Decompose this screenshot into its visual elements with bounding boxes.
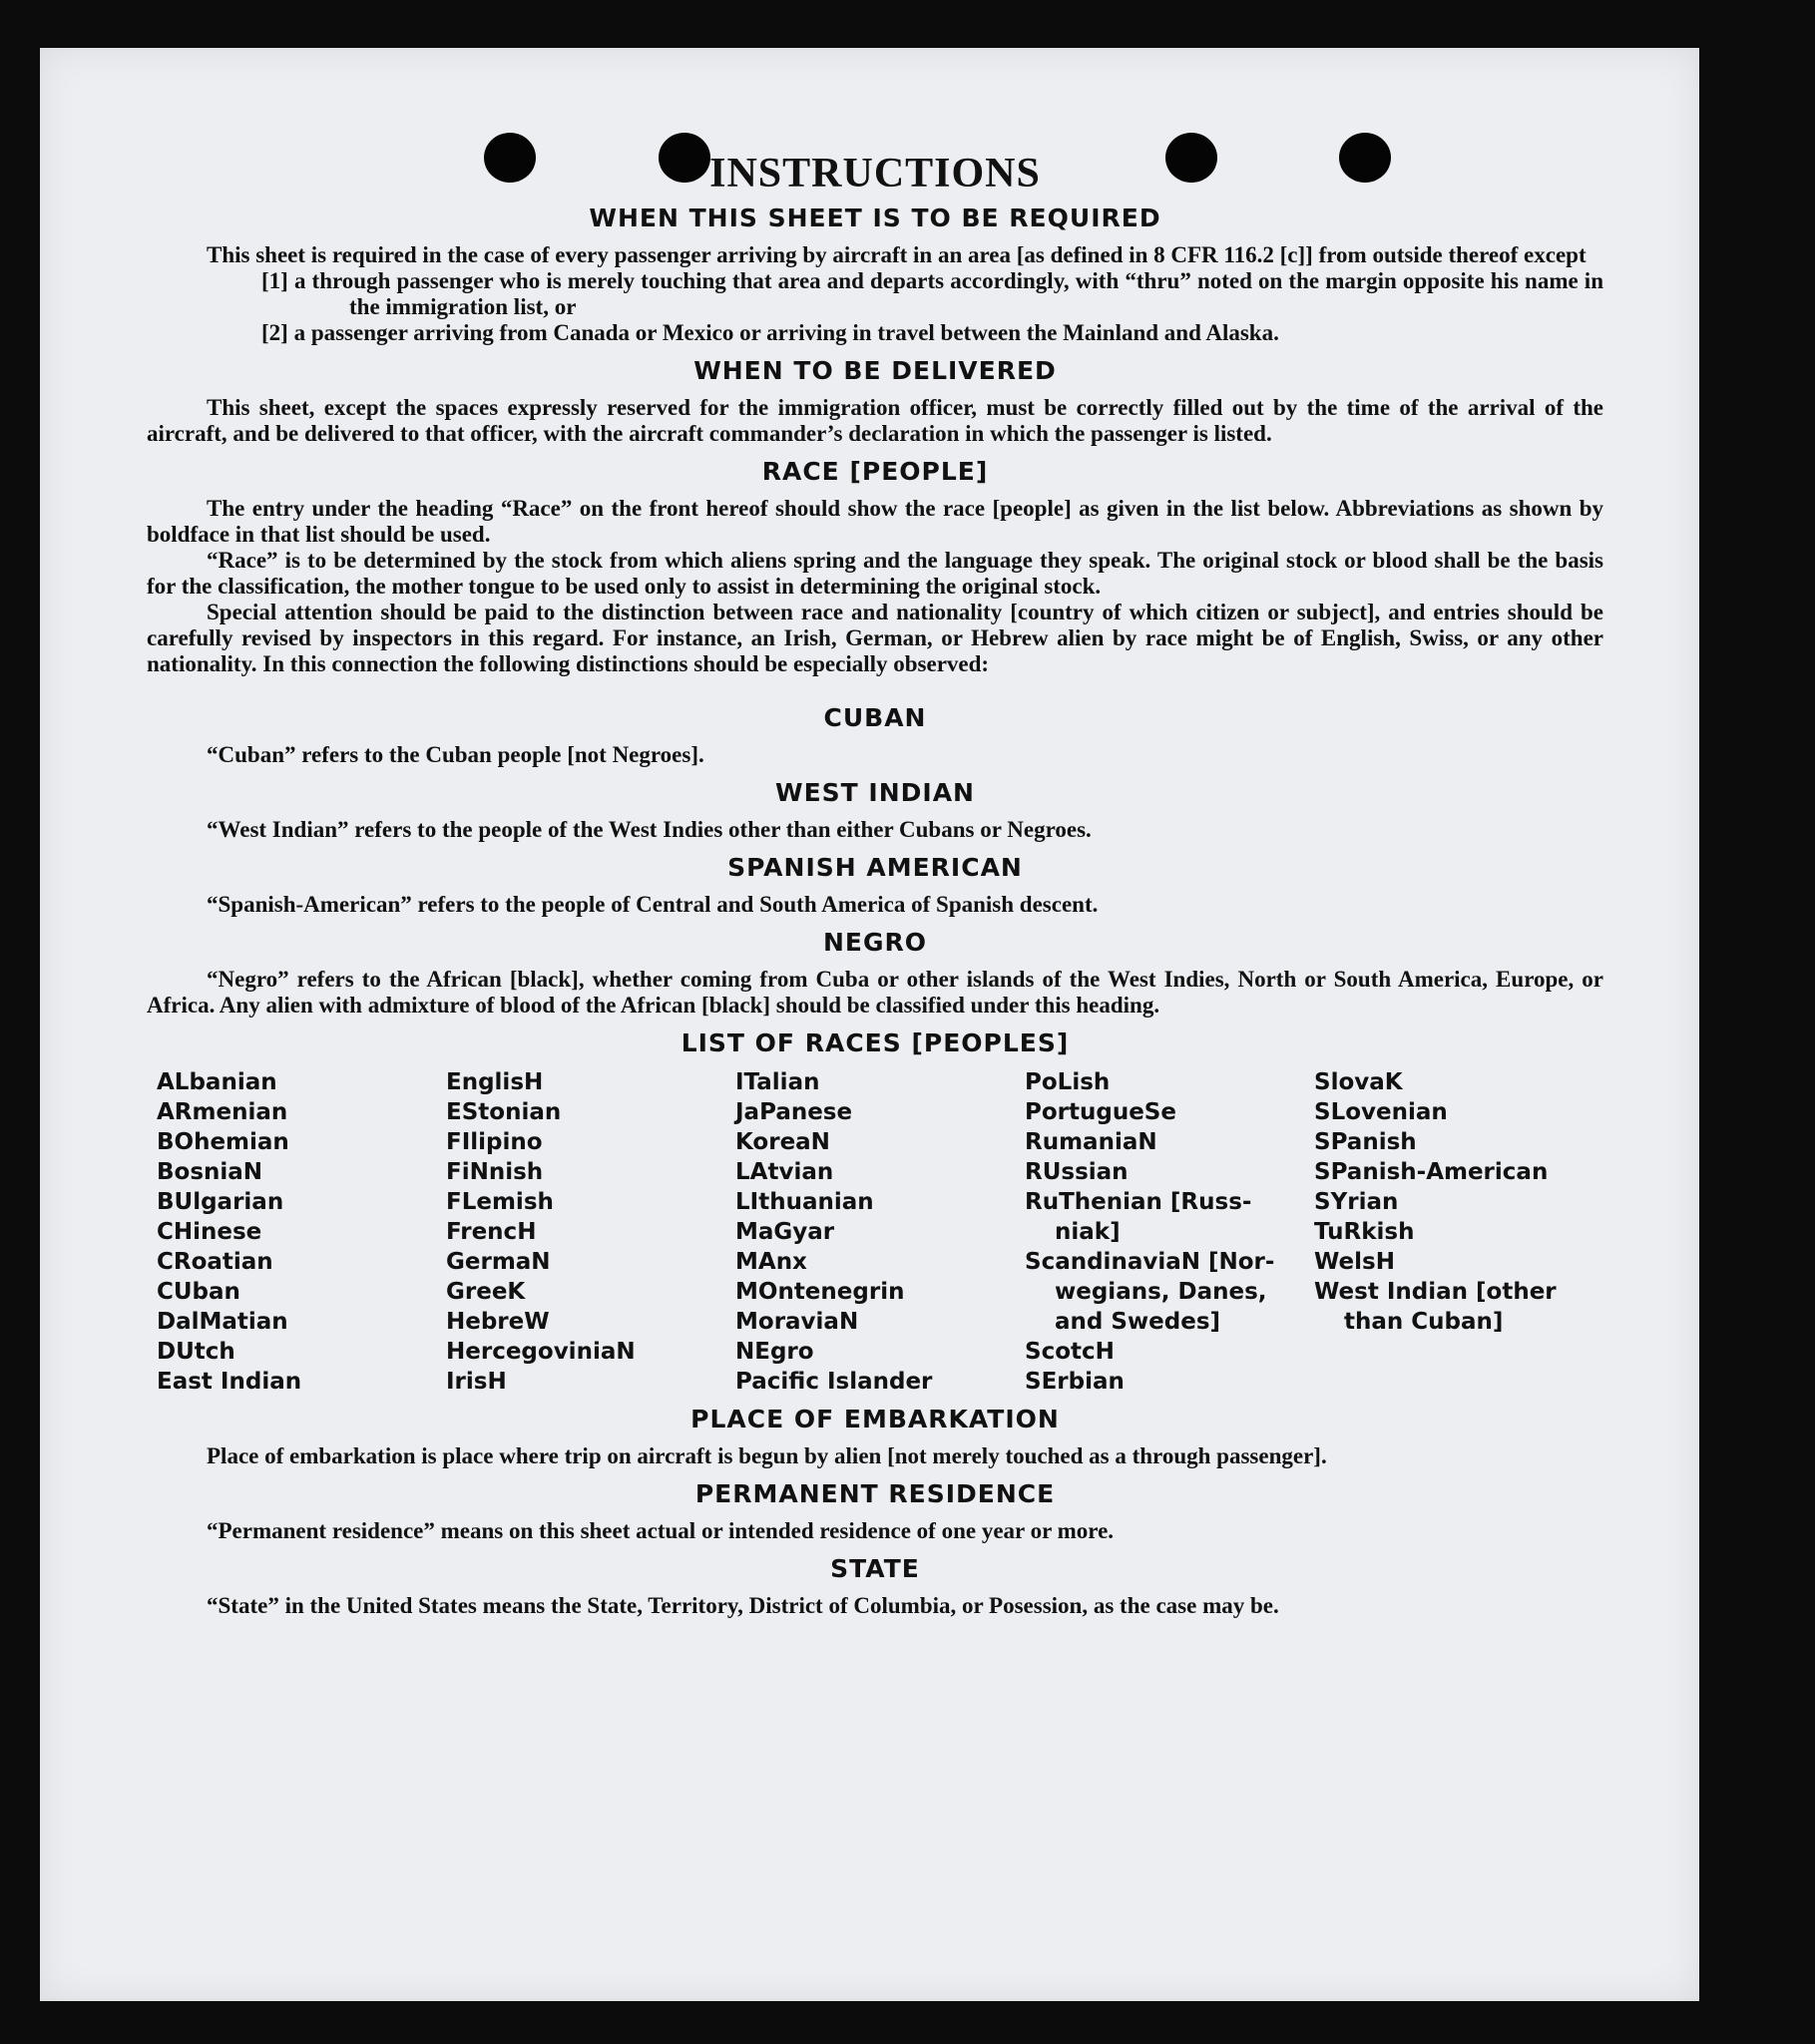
race-item: IrisH: [446, 1369, 507, 1395]
section-when-delivered: [147, 395, 1603, 447]
race-item: RuThenian [Russ-: [1025, 1189, 1252, 1215]
section-cuban: [147, 742, 1603, 768]
list-item: [2] a passenger arriving from Canada or Mexico or arriving in travel between the Mainland and Alaska.: [261, 320, 1279, 345]
page-title: INSTRUCTIONS: [709, 151, 1041, 197]
race-item: TuRkish: [1314, 1219, 1415, 1245]
race-list: [157, 1067, 1603, 1397]
race-item: RumaniaN: [1025, 1129, 1157, 1155]
race-item: West Indian [other: [1314, 1279, 1557, 1305]
race-item: DUtch: [157, 1339, 235, 1365]
race-item: JaPanese: [735, 1099, 853, 1125]
race-item: Pacific Islander: [735, 1369, 933, 1395]
race-item: BosniaN: [157, 1159, 263, 1185]
race-item: EnglisH: [446, 1069, 544, 1095]
race-item: SYrian: [1314, 1189, 1399, 1215]
paragraph: Place of embarkation is place where trip on aircraft is begun by alien [not merely touched as a through passenger].: [207, 1443, 1327, 1468]
race-item: KoreaN: [735, 1129, 830, 1155]
race-item: CUban: [157, 1279, 240, 1305]
race-item: BOhemian: [157, 1129, 289, 1155]
race-item: MaGyar: [735, 1219, 835, 1245]
race-item: WelsH: [1314, 1249, 1395, 1275]
race-item: ITalian: [735, 1069, 820, 1095]
race-item: HebreW: [446, 1309, 550, 1335]
race-column: [1025, 1067, 1314, 1397]
race-item: ScandinaviaN [Nor-: [1025, 1249, 1275, 1275]
race-item: PortugueSe: [1025, 1099, 1176, 1125]
race-item: East Indian: [157, 1369, 302, 1395]
heading-race: RACE [PEOPLE]: [761, 457, 989, 486]
section-embarkation: [147, 1443, 1603, 1469]
race-column: [735, 1067, 1025, 1397]
race-item: FIlipino: [446, 1129, 543, 1155]
list-item: [1] a through passenger who is merely touching that area and departs accordingly, with “thru” noted on the margin opposite his name in the immigration list, or: [261, 268, 1603, 319]
race-item: CHinese: [157, 1219, 262, 1245]
race-item: ScotcH: [1025, 1339, 1115, 1365]
race-item: EStonian: [446, 1099, 562, 1125]
race-item: PoLish: [1025, 1069, 1111, 1095]
race-item: BUlgarian: [157, 1189, 284, 1215]
race-item: CRoatian: [157, 1249, 273, 1275]
race-item: SPanish: [1314, 1129, 1417, 1155]
race-item: SPanish-American: [1314, 1159, 1549, 1185]
race-item: DalMatian: [157, 1309, 288, 1335]
race-item: GermaN: [446, 1249, 551, 1275]
race-item: FLemish: [446, 1189, 554, 1215]
heading-spanish-american: SPANISH AMERICAN: [727, 853, 1023, 882]
race-item: LAtvian: [735, 1159, 834, 1185]
race-item: MoraviaN: [735, 1309, 859, 1335]
heading-negro: NEGRO: [822, 928, 928, 957]
section-when-required: [147, 242, 1603, 346]
section-spanish-american: [147, 892, 1603, 918]
heading-when-required: WHEN THIS SHEET IS TO BE REQUIRED: [589, 204, 1161, 232]
paragraph: “Negro” refers to the African [black], whether coming from Cuba or other islands of the West Indies, North or South America, Europe, or Africa. Any alien with admixture of blood of the African [black] should be classified under this heading.: [147, 967, 1603, 1018]
race-item: ARmenian: [157, 1099, 288, 1125]
race-item: SLovenian: [1314, 1099, 1448, 1125]
race-item: NEgro: [735, 1339, 814, 1365]
paragraph: Special attention should be paid to the distinction between race and nationality [country of which citizen or subject], and entries should be carefully revised by inspectors in this regard. For instance, an Irish, German, or Hebrew alien by race might be of English, Swiss, or any other nationality. In this connection the following distinctions should be especially observed:: [147, 600, 1603, 676]
heading-state: STATE: [830, 1554, 920, 1583]
heading-embarkation: PLACE OF EMBARKATION: [690, 1405, 1060, 1433]
paragraph: “Spanish-American” refers to the people of Central and South America of Spanish descent.: [207, 892, 1099, 917]
section-permanent-residence: [147, 1518, 1603, 1544]
race-item: SlovaK: [1314, 1069, 1403, 1095]
race-item-continuation: wegians, Danes,: [1055, 1279, 1267, 1305]
paragraph: “Cuban” refers to the Cuban people [not Negroes].: [207, 742, 704, 767]
section-state: [147, 1593, 1603, 1619]
race-column: [1314, 1067, 1603, 1397]
paragraph: “Permanent residence” means on this sheet actual or intended residence of one year or more.: [207, 1518, 1115, 1543]
heading-list-of-races: LIST OF RACES [PEOPLES]: [681, 1028, 1070, 1057]
paragraph: This sheet, except the spaces expressly reserved for the immigration officer, must be correctly filled out by the time of the arrival of the aircraft, and be delivered to that officer, with the aircraft commander’s declaration in which the passenger is listed.: [147, 395, 1603, 446]
section-west-indian: [147, 817, 1603, 843]
race-item-continuation: niak]: [1055, 1219, 1121, 1245]
heading-permanent-residence: PERMANENT RESIDENCE: [694, 1479, 1056, 1508]
race-item: SErbian: [1025, 1369, 1125, 1395]
race-item: MAnx: [735, 1249, 807, 1275]
heading-cuban: CUBAN: [823, 703, 927, 732]
paragraph: This sheet is required in the case of every passenger arriving by aircraft in an area [as defined in 8 CFR 116.2 [c]] from outside thereof except: [207, 242, 1587, 267]
race-item-continuation: and Swedes]: [1055, 1309, 1221, 1335]
race-item-continuation: than Cuban]: [1344, 1309, 1504, 1335]
instructions-content: [147, 150, 1603, 1629]
race-item: FrencH: [446, 1219, 537, 1245]
section-negro: [147, 967, 1603, 1019]
paragraph: “West Indian” refers to the people of the West Indies other than either Cubans or Negroes.: [207, 817, 1092, 842]
race-item: LIthuanian: [735, 1189, 874, 1215]
race-column: [446, 1067, 735, 1397]
race-item: ALbanian: [157, 1069, 277, 1095]
heading-west-indian: WEST INDIAN: [775, 778, 975, 807]
exception-list: [261, 268, 1603, 346]
race-item: RUssian: [1025, 1159, 1129, 1185]
heading-when-delivered: WHEN TO BE DELIVERED: [693, 356, 1057, 385]
race-item: MOntenegrin: [735, 1279, 905, 1305]
race-item: GreeK: [446, 1279, 526, 1305]
race-column: [157, 1067, 446, 1397]
section-race: [147, 496, 1603, 677]
race-item: HercegoviniaN: [446, 1339, 636, 1365]
paragraph: “State” in the United States means the State, Territory, District of Columbia, or Posession, as the case may be.: [207, 1593, 1279, 1618]
paragraph: “Race” is to be determined by the stock from which aliens spring and the language they speak. The original stock or blood shall be the basis for the classification, the mother tongue to be used only to assist in determining the original stock.: [147, 548, 1603, 599]
race-item: FiNnish: [446, 1159, 544, 1185]
paragraph: The entry under the heading “Race” on the front hereof should show the race [people] as given in the list below. Abbreviations as shown by boldface in that list should be used.: [147, 496, 1603, 547]
